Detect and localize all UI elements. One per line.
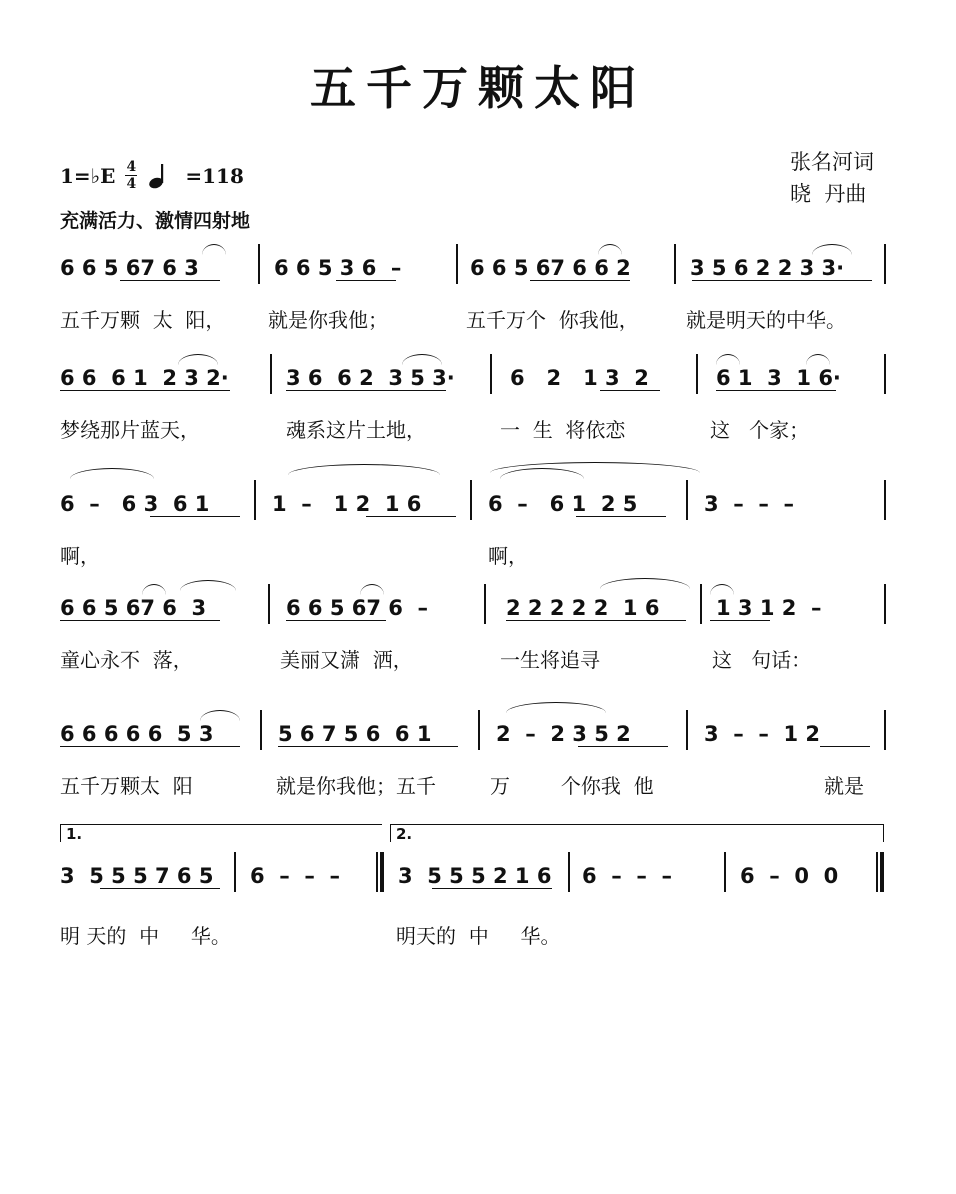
lyric-segment: 明 天的 中 华。: [60, 924, 231, 948]
measure: 6 – – –: [250, 864, 340, 888]
lyricist-credit: 张名河词: [790, 150, 874, 174]
lyrics-line: [60, 770, 890, 800]
score-row-6: [60, 825, 890, 950]
measure: 6 – 0 0: [740, 864, 839, 888]
lyrics-line: [60, 414, 890, 444]
lyric-segment: 五千万颗太 阳: [60, 774, 193, 798]
second-ending-bracket: 2.: [390, 824, 884, 842]
measure: 6 6 5 67 6 –: [286, 596, 429, 620]
lyric-segment: 这 个家；: [710, 418, 810, 442]
notation-line: [60, 360, 890, 396]
measure: 6 6 5 3 6 –: [274, 256, 402, 280]
expression-marking: 充满活力、激情四射地: [60, 210, 251, 232]
lyric-segment: 就是: [824, 774, 864, 798]
time-signature-bottom: 4: [126, 176, 137, 192]
lyric-segment: 就是明天的中华。: [686, 308, 846, 332]
measure: 3 5 5 5 7 6 5: [60, 864, 214, 888]
score-row-2: [60, 360, 890, 444]
time-signature: [125, 160, 137, 191]
lyric-segment: 魂系这片土地，: [286, 418, 426, 442]
tempo-marking: =118: [185, 163, 244, 188]
score-row-4: [60, 590, 890, 674]
lyric-segment: 一生将追寻: [500, 648, 600, 672]
lyric-segment: 啊，: [60, 544, 100, 568]
measure: 3 – – –: [704, 492, 794, 516]
quarter-note-icon: [147, 163, 175, 189]
score-row-1: [60, 250, 890, 334]
lyrics-line: [60, 920, 890, 950]
credits: [790, 146, 874, 210]
measure: 6 6 6 6 6 5 3: [60, 722, 214, 746]
lyric-segment: 明天的 中 华。: [396, 924, 561, 948]
lyric-segment: 啊，: [488, 544, 528, 568]
measure: 6 2 1 3 2: [510, 366, 649, 390]
measure: 5 6 7 5 6 6 1: [278, 722, 432, 746]
measure: 3 – – 1 2: [704, 722, 821, 746]
lyric-segment: 童心永不 落，: [60, 648, 193, 672]
measure: 6 6 5 67 6 6 2: [470, 256, 631, 280]
song-title: 五千万颗太阳: [310, 61, 646, 115]
lyric-segment: 五千万个 你我他，: [466, 308, 639, 332]
lyric-segment: 美丽又潇 洒，: [280, 648, 413, 672]
lyric-segment: 五千万颗 太 阳，: [60, 308, 226, 332]
lyric-segment: 就是你我他；五千: [276, 774, 436, 798]
lyrics-line: [60, 644, 890, 674]
measure: 6 – 6 1 2 5: [488, 492, 638, 516]
score-row-3: [60, 486, 890, 570]
lyric-segment: 这 句话：: [712, 648, 812, 672]
time-signature-top: 4: [126, 159, 137, 175]
measure: 6 6 5 67 6 3: [60, 596, 207, 620]
lyrics-line: [60, 304, 890, 334]
lyric-segment: 就是你我他；: [268, 308, 388, 332]
lyrics-line: [60, 540, 890, 570]
notation-line: [60, 858, 890, 894]
notation-line: [60, 486, 890, 522]
lyric-segment: 梦绕那片蓝天，: [60, 418, 200, 442]
measure: 6 1 3 1 6·: [716, 366, 841, 390]
measure: 1 – 1 2 1 6: [272, 492, 422, 516]
composer-credit: 晓 丹曲: [790, 182, 867, 206]
lyric-segment: 万 个你我 他: [490, 774, 654, 798]
measure: 6 – – –: [582, 864, 672, 888]
measure: 2 2 2 2 2 1 6: [506, 596, 660, 620]
lyric-segment: 一 生 将依恋: [500, 418, 626, 442]
key-tempo-header: [60, 160, 244, 191]
measure: 6 6 5 67 6 3: [60, 256, 199, 280]
first-ending-bracket: 1.: [60, 824, 382, 842]
measure: 3 5 6 2 2 3 3·: [690, 256, 845, 280]
notation-line: [60, 590, 890, 626]
measure: 3 5 5 5 2 1 6: [398, 864, 552, 888]
measure: 1 3 1 2 –: [716, 596, 822, 620]
notation-line: [60, 250, 890, 286]
score-row-5: [60, 716, 890, 800]
measure: 3 6 6 2 3 5 3·: [286, 366, 455, 390]
measure: 6 6 6 1 2 3 2·: [60, 366, 229, 390]
measure: 2 – 2 3 5 2: [496, 722, 631, 746]
measure: 6 – 6 3 6 1: [60, 492, 210, 516]
notation-line: [60, 716, 890, 752]
key-signature: 1=♭E: [60, 163, 116, 188]
